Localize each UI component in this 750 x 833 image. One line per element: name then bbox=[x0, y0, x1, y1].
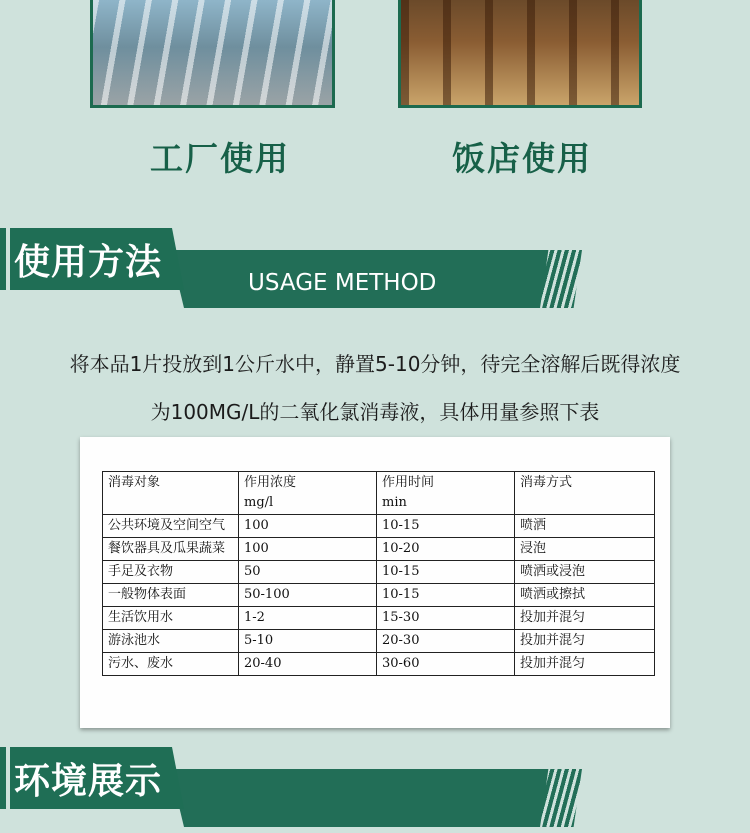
instruction-line-2: 为100MG/L的二氧化氯消毒液，具体用量参照下表 bbox=[150, 400, 600, 424]
restaurant-caption: 饭店使用 bbox=[452, 139, 592, 178]
table-cell: 游泳池水 bbox=[103, 630, 239, 653]
table-cell: 公共环境及空间空气 bbox=[103, 515, 239, 538]
table-row bbox=[103, 538, 655, 561]
table-cell: 50-100 bbox=[239, 584, 377, 607]
table-header-cell: 作用时间 min bbox=[377, 472, 515, 515]
section-subtitle: USAGE METHOD bbox=[248, 270, 437, 296]
table-header-row bbox=[103, 472, 655, 515]
table-cell: 投加并混匀 bbox=[515, 607, 655, 630]
table-cell: 5-10 bbox=[239, 630, 377, 653]
table-cell: 手足及衣物 bbox=[103, 561, 239, 584]
table-cell: 10-15 bbox=[377, 561, 515, 584]
table-row bbox=[103, 630, 655, 653]
header-banner bbox=[170, 769, 580, 827]
table-header-cell: 消毒对象 bbox=[103, 472, 239, 515]
table-cell: 1-2 bbox=[239, 607, 377, 630]
table-cell: 喷洒或浸泡 bbox=[515, 561, 655, 584]
table-row bbox=[103, 607, 655, 630]
table-cell: 10-15 bbox=[377, 584, 515, 607]
table-row bbox=[103, 584, 655, 607]
table-row bbox=[103, 561, 655, 584]
table-row bbox=[103, 515, 655, 538]
table-cell: 20-30 bbox=[377, 630, 515, 653]
table-row bbox=[103, 653, 655, 676]
table-cell: 10-20 bbox=[377, 538, 515, 561]
table-cell: 生活饮用水 bbox=[103, 607, 239, 630]
table-header-cell: 消毒方式 bbox=[515, 472, 655, 515]
table-cell: 20-40 bbox=[239, 653, 377, 676]
table-cell: 投加并混匀 bbox=[515, 653, 655, 676]
factory-caption: 工厂使用 bbox=[150, 139, 290, 178]
factory-photo bbox=[90, 0, 335, 108]
table-cell: 污水、废水 bbox=[103, 653, 239, 676]
table-cell: 喷洒 bbox=[515, 515, 655, 538]
section-title: 环境展示 bbox=[14, 761, 163, 802]
header-stripe bbox=[6, 747, 10, 809]
table-cell: 50 bbox=[239, 561, 377, 584]
table-cell: 餐饮器具及瓜果蔬菜 bbox=[103, 538, 239, 561]
table-cell: 喷洒或擦拭 bbox=[515, 584, 655, 607]
environment-section-header bbox=[0, 747, 750, 833]
table-cell: 浸泡 bbox=[515, 538, 655, 561]
instruction-line-1: 将本品1片投放到1公斤水中，静置5-10分钟，待完全溶解后既得浓度 bbox=[69, 352, 681, 376]
table-cell: 100 bbox=[239, 538, 377, 561]
dosage-table-card bbox=[80, 437, 670, 728]
table-header-cell: 作用浓度 mg/l bbox=[239, 472, 377, 515]
header-stripe bbox=[6, 228, 10, 290]
dosage-table bbox=[102, 471, 655, 676]
table-cell: 10-15 bbox=[377, 515, 515, 538]
table-cell: 一般物体表面 bbox=[103, 584, 239, 607]
table-cell: 投加并混匀 bbox=[515, 630, 655, 653]
section-title: 使用方法 bbox=[14, 242, 163, 283]
table-cell: 100 bbox=[239, 515, 377, 538]
table-cell: 15-30 bbox=[377, 607, 515, 630]
usage-section-header bbox=[0, 228, 750, 314]
restaurant-photo bbox=[398, 0, 642, 108]
table-cell: 30-60 bbox=[377, 653, 515, 676]
